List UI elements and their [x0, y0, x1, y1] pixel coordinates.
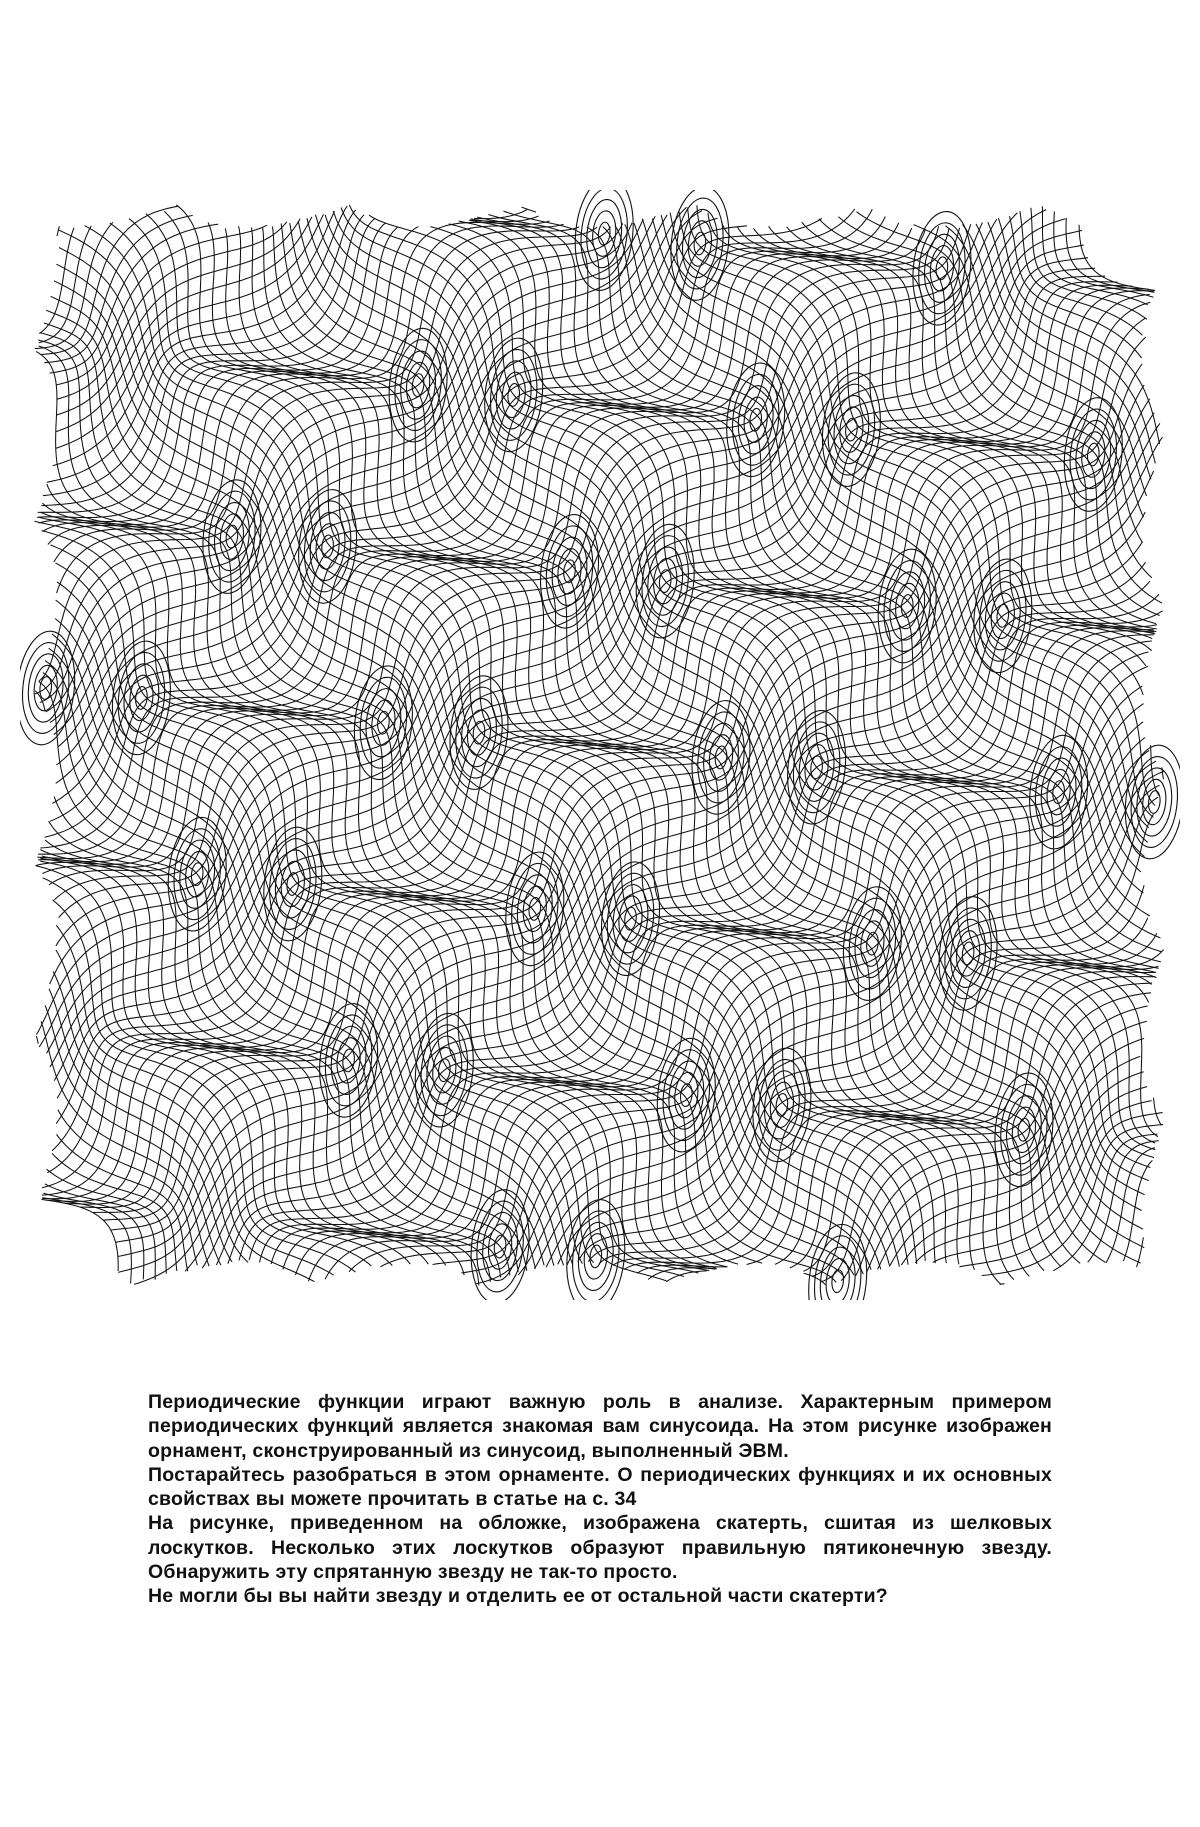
mesh-line [39, 226, 92, 343]
mesh-line [49, 648, 536, 1268]
mesh-line [56, 224, 971, 946]
mesh-line [976, 224, 1151, 479]
ornament-knot [921, 233, 962, 305]
mesh-line [503, 211, 1158, 968]
mesh-line [914, 225, 1143, 543]
mesh-line [661, 215, 1147, 842]
mesh-line [35, 222, 113, 348]
mesh-line [56, 950, 315, 1282]
ornament-knot [693, 232, 707, 256]
ornament-knot [831, 394, 872, 466]
mesh-line [129, 219, 925, 1261]
ornament-knot [1073, 419, 1114, 491]
ornament-knot [582, 1233, 609, 1281]
mesh-line [42, 1199, 119, 1271]
caption-paragraph-1: Периодические функции играют важную роль в анализе. Характерным примером периодических функций является знакомая вам синусоида. На этом рисунке изображен орнамент, сконструированный из синусоид, выполненный ЭВМ. [148, 1391, 1052, 1462]
ornament-knot [321, 534, 335, 558]
ornament-knot [687, 698, 755, 817]
mesh-line [53, 971, 248, 1262]
ornament-knot [535, 512, 603, 631]
ornament-knot [307, 511, 348, 583]
ornament-knot [556, 547, 583, 595]
ornament-knot [259, 824, 327, 943]
mesh-line [47, 210, 1047, 1054]
ornament-knot [107, 638, 175, 757]
ornament-knot [128, 674, 155, 722]
ornament-wireframe-svg [20, 190, 1180, 1300]
ornament-knot [679, 208, 720, 280]
ornament-knot [363, 687, 404, 759]
ornament-knot [775, 1093, 789, 1117]
caption-paragraph-2: Постарайтесь разобраться в этом орнаменте. О периодических функциях и их основных свойствах вы можете прочитать в статье на с. 34 [148, 1463, 1052, 1511]
mesh-line [47, 276, 1105, 1172]
ornament-knot [1010, 1106, 1037, 1154]
mesh-line [43, 210, 356, 496]
caption-paragraph-4: Не могли бы вы найти звезду и отделить ее от остальной части скатерти? [148, 1585, 888, 1608]
mesh-line [43, 673, 518, 1272]
ornament-knot [472, 721, 486, 745]
mesh-line [901, 1072, 1143, 1265]
mesh-line [615, 226, 1161, 938]
mesh-line [57, 226, 59, 236]
mesh-line [42, 288, 1148, 1199]
mesh-line [39, 227, 598, 681]
mesh-line [36, 351, 727, 1267]
mesh-line [50, 224, 219, 373]
ornament-knot [279, 860, 306, 908]
mesh-line [50, 219, 1065, 1067]
caption-paragraph-3: На рисунке, приведенном на обложке, изображена скатерть, сшитая из шелковых лоскутков. Несколько этих лоскутков образуют правильную пятиконечную звезду. Обнаружить эту спрятанную звезду не так-то просто. [148, 1512, 1052, 1584]
ornament-knot [1147, 790, 1161, 814]
mesh-line [558, 761, 1156, 1264]
ornament-knot [894, 582, 921, 630]
ornament-knot [377, 711, 391, 735]
mesh-line [546, 750, 1149, 1267]
mesh-line [857, 212, 1152, 578]
mesh-line [52, 634, 544, 1266]
ornament-knot [845, 418, 859, 442]
mesh-line [35, 227, 611, 694]
mesh-line [39, 228, 74, 334]
mesh-line [470, 221, 1162, 1126]
mesh-line [54, 281, 871, 1270]
mesh-line [50, 219, 643, 722]
mesh-line [40, 333, 836, 1283]
mesh-line [57, 245, 1084, 1098]
ornament-knot [831, 1269, 845, 1293]
caption-text [148, 1390, 1052, 1609]
ornament-knot [735, 384, 776, 456]
sinusoid-ornament-figure [20, 190, 1180, 1300]
mesh-line [1079, 225, 1155, 291]
mesh-line [49, 989, 232, 1262]
mesh-line [208, 223, 974, 1270]
ornament-knot [1086, 443, 1100, 467]
ornament-knot [570, 190, 638, 293]
ornament-knot [514, 873, 555, 945]
mesh-line [47, 206, 347, 482]
ornament-knot [742, 396, 769, 444]
ornament-knot [528, 897, 542, 921]
mesh-line [1123, 1160, 1152, 1261]
mesh-line [48, 221, 550, 545]
ornament-knot [707, 734, 734, 782]
mesh-line [239, 562, 1146, 1260]
ornament-knot [458, 697, 499, 769]
ornament-knot [935, 256, 949, 280]
mesh-line [48, 291, 1154, 1202]
